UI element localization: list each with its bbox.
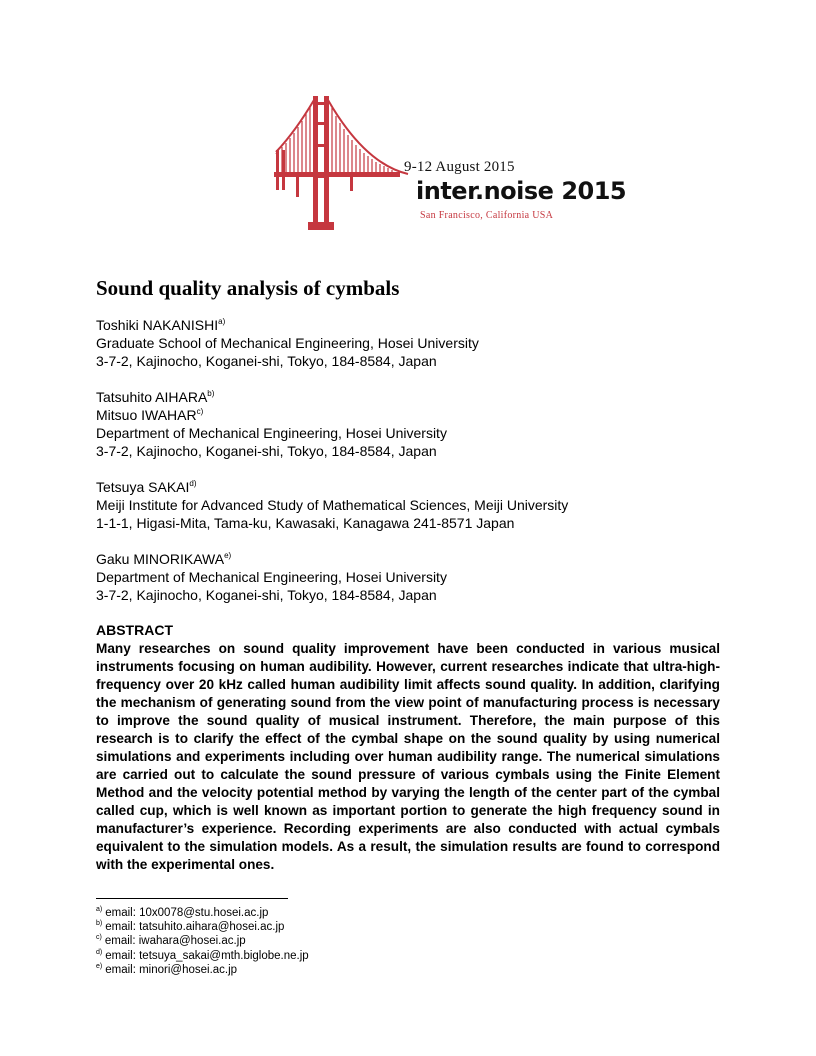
author-name: Toshiki NAKANISHI$^{a)}$ xyxy=(96,317,226,333)
footnotes xyxy=(96,906,309,977)
author-block xyxy=(96,316,568,370)
conference-logo xyxy=(270,92,627,232)
footnote: $^{d)}$ email: tetsuya_sakai@mth.biglobe.ne.jp xyxy=(96,948,309,962)
author-name: Tetsuya SAKAI$^{d)}$ xyxy=(96,479,197,495)
footnote: $^{c)}$ email: iwahara@hosei.ac.jp xyxy=(96,934,246,948)
author-address: 3-7-2, Kajinocho, Koganei-shi, Tokyo, 184-8584, Japan xyxy=(96,443,437,459)
author-block xyxy=(96,478,568,532)
abstract-text: Many researches on sound quality improvement have been conducted in various musical instruments focusing on human audibility. However, current researches indicate that ultra-high-frequency over 20 kHz called human audibility limit affects sound quality. In addition, clarifying the mechanism of generating sound from the view point of manufacturing process is necessary to improve the sound quality of musical instrument. Therefore, the main purpose of this research is to clarify the effect of the cymbal shape on the sound quality by using numerical simulations and experiments including over human audibility range. The numerical simulations are carried out to calculate the sound pressure of various cymbals using the Finite Element Method and the velocity potential method by varying the length of the center part of the cymbal called cup, which is well known as important portion to generate the high frequency sound in manufacturer’s experience. Recording experiments are also conducted with actual cymbals equivalent to the simulation models. As a result, the simulation results are found to correspond with the experimental ones. xyxy=(96,641,720,872)
abstract-heading: ABSTRACT xyxy=(96,622,173,638)
paper-title: Sound quality analysis of cymbals xyxy=(96,276,400,300)
author-address: 3-7-2, Kajinocho, Koganei-shi, Tokyo, 184-8584, Japan xyxy=(96,353,437,369)
author-block xyxy=(96,388,568,460)
author-block xyxy=(96,550,568,604)
conference-name: inter.noise 2015 xyxy=(416,177,627,205)
conference-date: 9-12 August 2015 xyxy=(404,159,515,175)
author-affiliation: Department of Mechanical Engineering, Hosei University xyxy=(96,425,447,441)
footnote: $^{b)}$ email: tatsuhito.aihara@hosei.ac.jp xyxy=(96,920,285,934)
author-affiliation: Meiji Institute for Advanced Study of Mathematical Sciences, Meiji University xyxy=(96,497,569,513)
author-affiliation: Department of Mechanical Engineering, Hosei University xyxy=(96,569,447,585)
author-name: Mitsuo IWAHAR$^{c)}$ xyxy=(96,407,204,423)
author-list xyxy=(96,316,568,622)
footnote: $^{e)}$ email: minori@hosei.ac.jp xyxy=(96,962,238,976)
author-name: Gaku MINORIKAWA$^{e)}$ xyxy=(96,551,232,567)
author-address: 3-7-2, Kajinocho, Koganei-shi, Tokyo, 184-8584, Japan xyxy=(96,587,437,603)
conference-location: San Francisco, California USA xyxy=(420,210,554,221)
footnote: $^{a)}$ email: 10x0078@stu.hosei.ac.jp xyxy=(96,906,269,919)
footnote-divider xyxy=(96,898,288,899)
author-address: 1-1-1, Higasi-Mita, Tama-ku, Kawasaki, Kanagawa 241-8571 Japan xyxy=(96,515,515,531)
author-affiliation: Graduate School of Mechanical Engineering, Hosei University xyxy=(96,335,479,351)
author-name: Tatsuhito AIHARA$^{b)}$ xyxy=(96,389,215,405)
